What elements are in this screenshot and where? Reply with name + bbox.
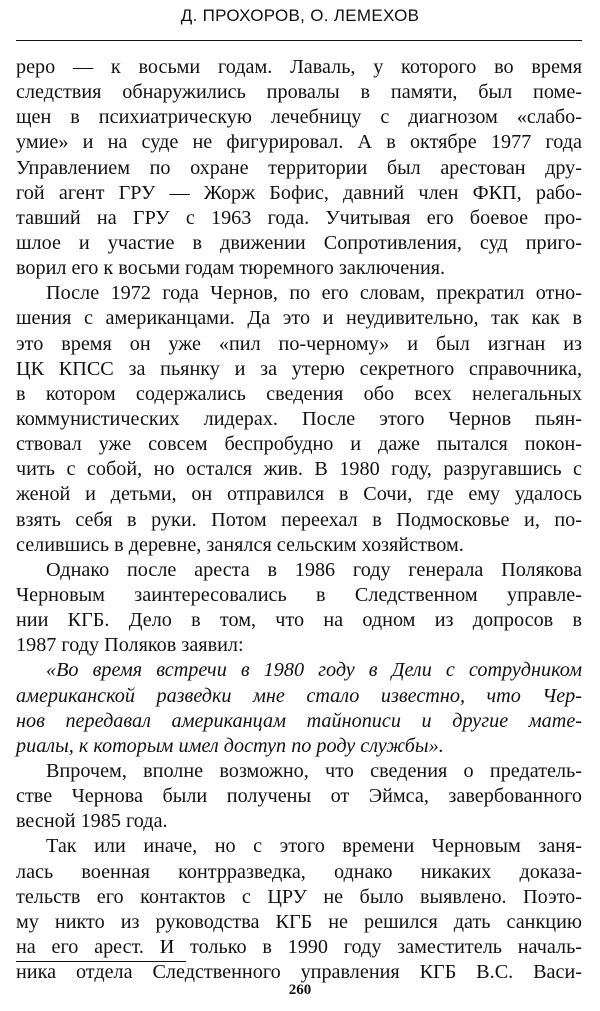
text-line: «Во время встречи в 1980 году в Дели с сотрудником: [46, 659, 582, 682]
text-line: Черновым заинтересовались в Следственном управле-: [16, 583, 582, 606]
footnote-rule: [16, 961, 186, 962]
text-line: нии КГБ. Дело в том, что на одном из допросов в: [16, 609, 582, 632]
text-line: После 1972 года Чернов, по его словам, прекратил отно-: [46, 282, 582, 305]
text-line: 1987 году Поляков заявил:: [16, 634, 244, 657]
text-line: му никто из руководства КГБ не решился дать санкцию: [16, 910, 582, 933]
text-line: на его арест. И только в 1990 году заместитель началь-: [16, 935, 582, 958]
text-line: это время он уже «пил по-черному» и был изгнан из: [16, 332, 582, 355]
body-text: [16, 55, 582, 985]
text-line: ЦК КПСС за пьянку и за утерю секретного справочника,: [16, 357, 582, 380]
text-line: американской разведки мне стало известно, что Чер-: [16, 684, 582, 707]
text-line: весной 1985 года.: [16, 810, 168, 833]
text-line: Впрочем, вполне возможно, что сведения о предатель-: [46, 759, 582, 782]
text-line: ствовал уже совсем беспробудно и даже пытался покон-: [16, 433, 582, 456]
text-line: щен в психиатрическую лечебницу с диагнозом «слабо-: [16, 106, 582, 129]
header-rule: [16, 40, 582, 41]
text-line: умие» и на суде не фигурировал. А в октябре 1977 года: [16, 131, 582, 154]
text-line: взять себя в руки. Потом переехал в Подмосковье и, по-: [16, 508, 582, 531]
text-line: в котором содержались сведения обо всех нелегальных: [16, 382, 582, 405]
text-line: Так или иначе, но с этого времени Черновым заня-: [46, 835, 582, 858]
text-line: риалы, к которым имел доступ по роду службы».: [16, 734, 444, 757]
text-line: нов передавал американцам тайнописи и другие мате-: [16, 709, 582, 732]
running-header: Д. ПРОХОРОВ, О. ЛЕМЕХОВ: [180, 6, 420, 25]
page-number: 260: [288, 982, 312, 998]
text-line: Управлением по охране территории был арестован дру-: [16, 156, 582, 179]
text-line: лась военная контрразведка, однако никаких доказа-: [16, 860, 582, 883]
text-line: ворил его к восьми годам тюремного заключения.: [16, 257, 446, 280]
text-line: коммунистических лидерах. После этого Чернов пьян-: [16, 407, 582, 430]
text-line: ника отдела Следственного управления КГБ В.С. Васи-: [16, 961, 582, 984]
text-line: тавший на ГРУ с 1963 года. Учитывая его боевое про-: [16, 206, 582, 229]
text-line: стве Чернова были получены от Эймса, завербованного: [16, 785, 582, 808]
text-line: следствия обнаружились провалы в памяти, был поме-: [16, 81, 582, 104]
text-line: шения с американцами. Да это и неудивительно, так как в: [16, 307, 582, 330]
text-line: женой и детьми, он отправился в Сочи, где ему удалось: [16, 483, 582, 506]
text-line: шлое и участие в движении Сопротивления, суд приго-: [16, 231, 582, 254]
text-line: гой агент ГРУ — Жорж Бофис, давний член ФКП, рабо-: [16, 181, 582, 204]
text-line: чить с собой, но остался жив. В 1980 году, разругавшись с: [16, 458, 582, 481]
text-line: селившись в деревне, занялся сельским хозяйством.: [16, 533, 464, 556]
text-line: Однако после ареста в 1986 году генерала Полякова: [46, 558, 582, 581]
text-line: реро — к восьми годам. Лаваль, у которого во время: [16, 56, 582, 78]
text-line: тельств его контактов с ЦРУ не было выявлено. Поэто-: [16, 885, 582, 908]
